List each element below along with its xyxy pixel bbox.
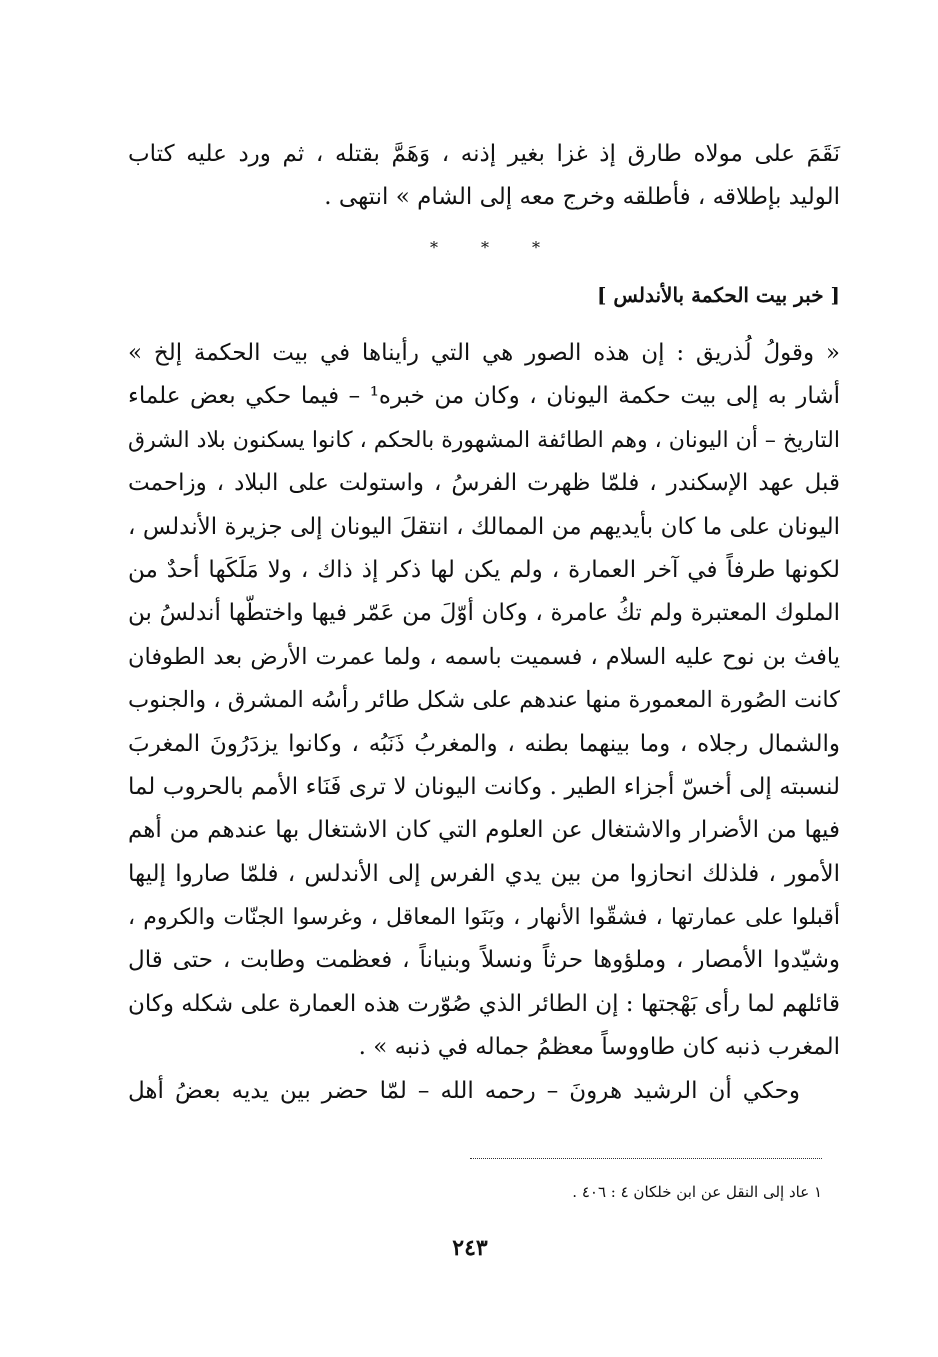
text-line: وشيّدوا الأمصار ، وملؤوها حرثاً ونسلاً وبنياناً ، فعظمت وطابت ، حتى قال (128, 947, 840, 974)
text-line: لكونها طرفاً في آخر العمارة ، ولم يكن لها ذكر إذ ذاك ، ولا مَلَكَها أحدٌ من (128, 556, 840, 583)
text-line: كانت الصُورة المعمورة منها عندهم على شكل طائر رأسُه المشرق ، والجنوب (128, 687, 840, 714)
footnote-divider (470, 1158, 822, 1159)
text-line: والشمال رجلاه ، وما بينهما بطنه ، والمغربُ ذَنَبُه ، وكانوا يزدَرُونَ المغربَ (128, 730, 840, 757)
text-line: قائلهم لما رأى بَهْجتها : إن الطائر الذي صُوّرت هذه العمارة على شكله وكان (128, 990, 840, 1017)
text-line: الأمور ، فلذلك انحازوا من بين يدي الفرس إلى الأندلس ، فلمّا صاروا إليها (128, 860, 840, 887)
separator-star: * (532, 238, 540, 257)
text-line: الملوك المعتبرة ولم تكُ عامرة ، وكان أوّلَ من عَمّر فيها واختطّها أندلسُ بن (128, 600, 840, 627)
text-line: قبل عهد الإسكندر ، فلمّا ظهرت الفرسُ ، واستولت على البلاد ، وزاحمت (128, 470, 840, 497)
text-line: أقبلوا على عمارتها ، فشقّوا الأنهار ، وبَنَوا المعاقل ، وغرسوا الجنّات والكروم ، (128, 905, 840, 931)
text-line: التاريخ – أن اليونان ، وهم الطائفة المشهورة بالحكم ، كانوا يسكنون بلاد الشرق (128, 427, 840, 453)
text-line: الوليد بإطلاقه ، فأطلقه وخرج معه إلى الشام » انتهى . (324, 184, 840, 211)
separator-star: * (430, 238, 438, 257)
footnote: ١ عاد إلى النقل عن ابن خلكان ٤ : ٤٠٦ . (572, 1183, 822, 1201)
section-heading: [ خبر بيت الحكمة بالأندلس ] (596, 283, 840, 307)
section-separator (430, 238, 540, 258)
continued-paragraph (128, 133, 840, 220)
text-line: وحكي أن الرشيد هرونَ – رحمه الله – لمّا حضر بين يديه بعضُ أهل (128, 1077, 800, 1104)
body-text (128, 332, 840, 1113)
separator-star: * (481, 238, 489, 257)
text-line: « وقولُ لُذريق : إن هذه الصور هي التي رأيناها في بيت الحكمة إلخ » (128, 340, 840, 366)
text-line: لنسبته إلى أخسّ أجزاء الطير . وكانت اليونان لا ترى فَنَاء الأمم بالحروب لما (128, 773, 840, 800)
text-line: فيها من الأضرار والاشتغال عن العلوم التي كان الاشتغال بها عندهم من أهم (128, 817, 840, 844)
text-line: اليونان على ما كان بأيديهم من الممالك ، انتقلَ اليونان إلى جزيرة الأندلس ، (128, 513, 840, 540)
text-line: يافث بن نوح عليه السلام ، فسميت باسمه ، ولما عمرت الأرض بعد الطوفان (128, 643, 840, 670)
text-line: نَقَمَ على مولاه طارق إذ غزا بغير إذنه ، وَهَمَّ بقتله ، ثم ورد عليه كتاب (128, 141, 840, 167)
page-number: ٢٤٣ (452, 1235, 488, 1261)
text-line: أشار به إلى بيت حكمة اليونان ، وكان من خبره¹ – فيما حكي بعض علماء (128, 383, 840, 410)
text-line: المغرب ذنبه كان طاووساً معظمُ جماله في ذنبه » . (358, 1034, 840, 1061)
